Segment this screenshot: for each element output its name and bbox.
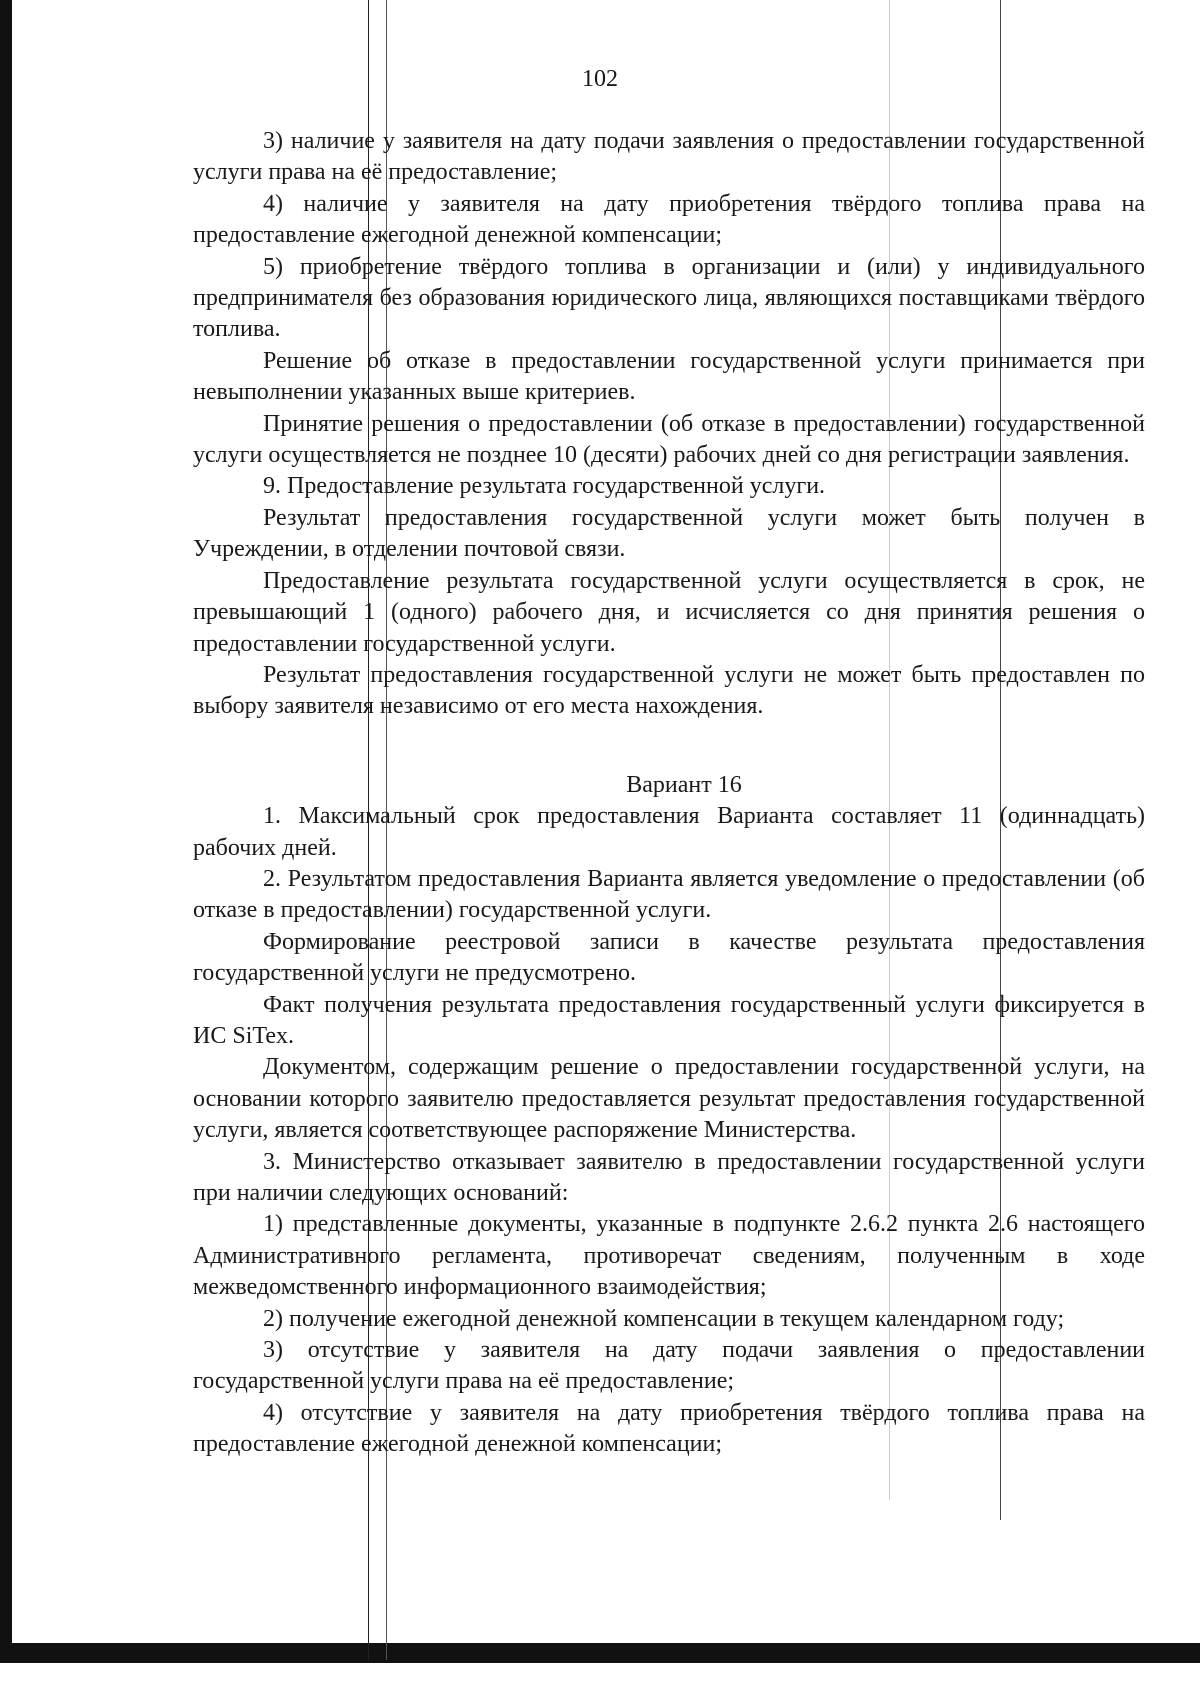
paragraph: Формирование реестровой записи в качестве результата предоставления государственной услуги не предусмотрено.	[193, 928, 1145, 987]
scan-left-edge	[0, 0, 12, 1652]
paragraph: 2. Результатом предоставления Варианта является уведомление о предоставлении (об отказе в предоставлении) государственной услуги.	[193, 865, 1145, 924]
document-body	[193, 126, 1145, 1461]
paragraph: 4) отсутствие у заявителя на дату приобретения твёрдого топлива права на предоставление ежегодной денежной компенсации;	[193, 1399, 1145, 1458]
paragraph: Результат предоставления государственной услуги не может быть предоставлен по выбору заявителя независимо от его места нахождения.	[193, 661, 1145, 720]
paragraph: Решение об отказе в предоставлении государственной услуги принимается при невыполнении указанных выше критериев.	[193, 347, 1145, 406]
page-number: 102	[582, 66, 618, 92]
scan-bottom-edge	[0, 1643, 1200, 1663]
paragraph: 3) наличие у заявителя на дату подачи заявления о предоставлении государственной услуги права на её предоставление;	[193, 128, 1145, 186]
paragraph: 3) отсутствие у заявителя на дату подачи заявления о предоставлении государственной услуги права на её предоставление;	[193, 1337, 1145, 1395]
paragraph: 9. Предоставление результата государственной услуги.	[263, 473, 826, 500]
paragraph: 1. Максимальный срок предоставления Варианта составляет 11 (одиннадцать) рабочих дней.	[193, 803, 1145, 861]
paragraph: Результат предоставления государственной услуги может быть получен в Учреждении, в отделении почтовой связи.	[193, 504, 1145, 563]
paragraph: Факт получения результата предоставления государственный услуги фиксируется в ИС SiTex.	[193, 991, 1145, 1049]
paragraph: Предоставление результата государственной услуги осуществляется в срок, не превышающий 1 (одного) рабочего дня, и исчисляется со дня принятия решения о предоставлении государственной услуги.	[193, 567, 1145, 657]
paragraph: 5) приобретение твёрдого топлива в организации и (или) у индивидуального предпринимателя без образования юридического лица, являющихся поставщиками твёрдого топлива.	[193, 253, 1145, 343]
paragraph: 4) наличие у заявителя на дату приобретения твёрдого топлива права на предоставление ежегодной денежной компенсации;	[193, 190, 1145, 249]
paragraph: Документом, содержащим решение о предоставлении государственной услуги, на основании которого заявителю предоставляется результат предоставления государственной услуги, является соответствующее распоряжение Министерства.	[193, 1054, 1145, 1144]
paragraph: 3. Министерство отказывает заявителю в предоставлении государственной услуги при наличии следующих оснований:	[193, 1148, 1145, 1206]
paragraph: 2) получение ежегодной денежной компенсации в текущем календарном году;	[263, 1305, 1065, 1332]
section-heading: Вариант 16	[626, 771, 742, 798]
paragraph: 1) представленные документы, указанные в подпункте 2.6.2 пункта 2.6 настоящего Административного регламента, противоречат сведениям, полученным в ходе межведомственного информационного взаимодействия;	[193, 1211, 1145, 1301]
paragraph: Принятие решения о предоставлении (об отказе в предоставлении) государственной услуги осуществляется не позднее 10 (десяти) рабочих дней со дня регистрации заявления.	[193, 410, 1145, 469]
